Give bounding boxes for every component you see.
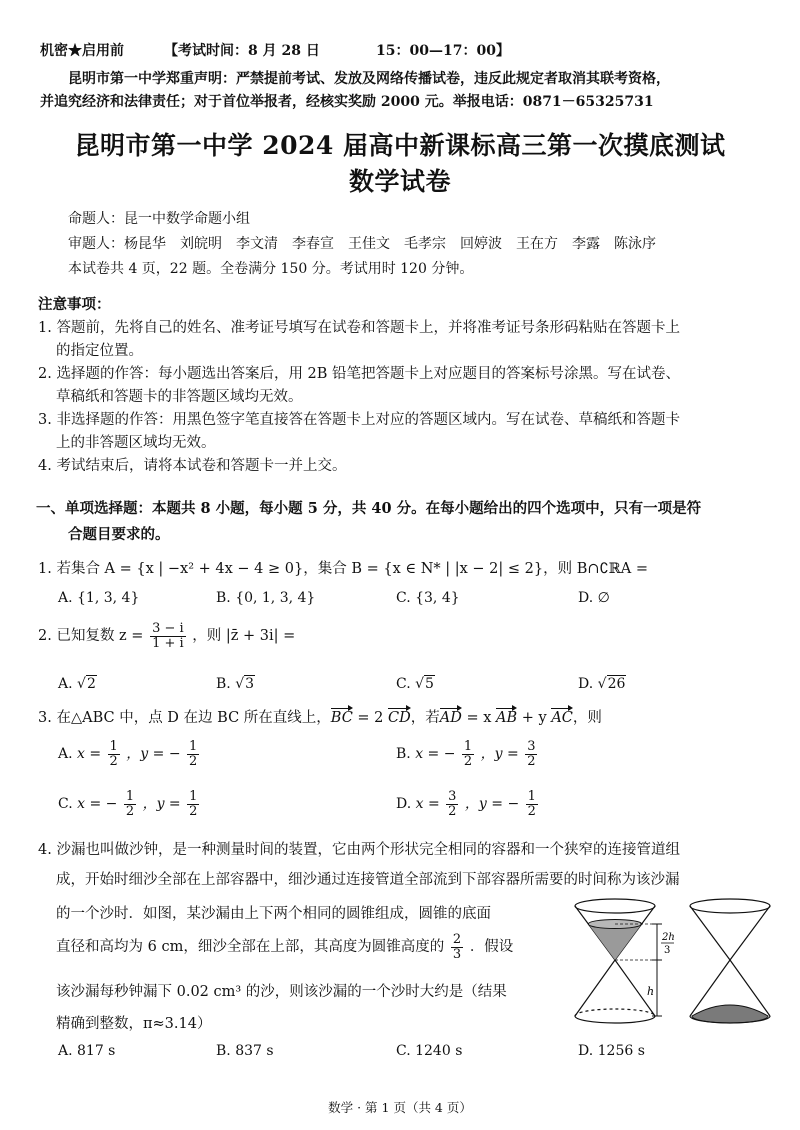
cone-edge: [575, 960, 615, 1016]
sqrt-icon: √2: [77, 676, 96, 692]
q2-b-label: B.: [216, 676, 231, 692]
page-title: 昆明市第一中学 2024 届高中新课标高三第一次摸底测试: [74, 131, 726, 160]
bottom-ellipse-front: [575, 1016, 655, 1023]
q2-c-value: 5: [425, 676, 434, 692]
exam-info-line: 本试卷共 4 页，22 题。全卷满分 150 分。考试用时 120 分钟。: [68, 261, 474, 277]
q2-d-label: D.: [578, 676, 594, 692]
vector-bc: BC: [330, 710, 353, 726]
right-hourglass: [690, 899, 770, 1016]
q1-option-a: A. {1, 3, 4}: [58, 590, 140, 606]
top-ellipse: [690, 899, 770, 913]
sqrt-icon: √5: [415, 676, 434, 692]
q2-fraction: [150, 622, 186, 650]
frac-num: 1: [463, 739, 473, 754]
q3-option-b: [396, 740, 539, 768]
cone-edge: [730, 906, 770, 960]
vector-ad: AD: [439, 710, 462, 726]
q3-plus: + y: [517, 710, 552, 726]
note-2a: 2. 选择题的作答：每小题选出答案后，用 2B 铅笔把答题卡上对应题目的答案标号涂黑。写在试卷、: [38, 366, 681, 382]
page-footer: 数学 · 第 1 页（共 4 页）: [328, 1100, 472, 1115]
q2-d-value: 26: [607, 676, 626, 692]
frac-den: 2: [109, 753, 118, 769]
vector-ab: AB: [496, 710, 518, 726]
vector-ac: AC: [551, 710, 573, 726]
frac-num: 3: [527, 739, 536, 754]
statement-line-1: 昆明市第一中学郑重声明：严禁提前考试、发放及网络传播试卷，违反此规定者取消其联考资格，: [68, 71, 670, 87]
q2-option-d: [578, 676, 626, 692]
q3-a-x: x =: [77, 746, 102, 763]
q3-b-x: x = −: [415, 746, 456, 763]
q4-line-1: 4. 沙漏也叫做沙钟，是一种测量时间的装置，它由两个形状完全相同的容器和一个狭窄的连接管道组: [38, 842, 680, 858]
frac-den: 2: [463, 753, 473, 769]
frac-den: 2: [189, 753, 198, 769]
frac-den: 2: [527, 753, 536, 769]
frac-den: 2: [527, 803, 536, 819]
notes-heading: 注意事项：: [38, 296, 111, 313]
q1-option-d: D. ∅: [578, 590, 610, 606]
q3-d-label: D.: [396, 796, 412, 813]
frac-num: 1: [189, 789, 198, 804]
reviewers-line: 审题人：杨昆华 刘皖明 李文清 李春宣 王佳文 毛孝宗 回婷波 王在方 李露 陈泳序: [68, 236, 656, 252]
q2-c-label: C.: [396, 676, 411, 692]
vector-cd: CD: [388, 710, 411, 726]
q2-frac-num: 3 − i: [152, 621, 184, 636]
q4-line-3: 的一个沙时．如图，某沙漏由上下两个相同的圆锥组成，圆锥的底面: [56, 906, 491, 922]
q1-option-b: B. {0, 1, 3, 4}: [216, 590, 316, 606]
q3-c-x: x = −: [77, 796, 118, 813]
q3-d-yfrac: [526, 790, 538, 818]
left-hourglass: [575, 899, 655, 1023]
note-3a: 3. 非选择题的作答：用黑色签字笔直接答在答题卡上对应的答题区域内。写在试卷、草稿纸和答题卡: [38, 412, 680, 428]
q4-option-d: D. 1256 s: [578, 1043, 645, 1059]
q3-b-yfrac: [525, 740, 537, 768]
note-2b: 草稿纸和答题卡的非答题区域均无效。: [56, 389, 303, 405]
frac-num: 3: [448, 789, 457, 804]
q4-option-a: A. 817 s: [58, 1043, 116, 1059]
q4-l4-suffix: ．假设: [469, 939, 514, 956]
note-3b: 上的非答题区域均无效。: [56, 435, 216, 451]
sand-pile: [692, 1005, 768, 1023]
q3-a-xfrac: [108, 740, 120, 768]
q3-d-xfrac: [446, 790, 458, 818]
section-heading-line-2: 合题目要求的。: [68, 526, 170, 543]
q4-l4-prefix: 直径和高均为 6 cm，细沙全部在上部，其高度为圆锥高度的: [56, 939, 445, 956]
q2-option-c: [396, 676, 435, 692]
q2-frac-den: 1 + i: [152, 635, 184, 651]
frac-num: 1: [125, 789, 135, 804]
bottom-ellipse-back: [575, 1009, 655, 1016]
q2-stem: [38, 622, 295, 650]
note-1a: 1. 答题前，先将自己的姓名、准考证号填写在试卷和答题卡上，并将准考证号条形码粘贴在答题卡上: [38, 320, 680, 336]
q2-suffix: ，则 |z̄ + 3i| =: [192, 628, 296, 645]
frac-den: 2: [448, 803, 457, 819]
q4-line-2: 成，开始时细沙全部在上部容器中，细沙通过连接管道全部流到下部容器所需要的时间称为该沙漏: [56, 872, 680, 888]
q4-fraction: [451, 933, 463, 961]
q3-b-label: B.: [396, 746, 411, 763]
frac-num: 1: [527, 789, 536, 804]
section-heading-line-1: 一、单项选择题：本题共 8 小题，每小题 5 分，共 40 分。在每小题给出的四个选项中，只有一项是符: [36, 500, 702, 517]
q2-a-label: A.: [58, 676, 73, 692]
q3-eq2: = x: [461, 710, 497, 726]
q3-option-c: [58, 790, 201, 818]
frac-num: 1: [189, 739, 198, 754]
q3-end: ，则: [572, 710, 602, 726]
q1-stem: 1. 若集合 A = {x | −x² + 4x − 4 ≥ 0}，集合 B = {x ∈ N* | |x − 2| ≤ 2}，则 B∩∁ℝA =: [38, 561, 649, 577]
cone-edge: [690, 906, 730, 960]
label-3: 3: [664, 945, 671, 956]
q4-option-c: C. 1240 s: [396, 1043, 463, 1059]
q3-a-yfrac: [187, 740, 199, 768]
frac-num: 1: [109, 739, 118, 754]
q3-c-yfrac: [187, 790, 199, 818]
q2-option-a: [58, 676, 97, 692]
top-ellipse: [575, 899, 655, 913]
q3-c-label: C.: [58, 796, 73, 813]
page-subtitle: 数学试卷: [348, 167, 451, 196]
statement-line-2: 并追究经济和法律责任；对于首位举报者，经核实奖励 2000 元。举报电话：0871－65325731: [40, 94, 654, 110]
q2-a-value: 2: [86, 676, 96, 692]
sand-fill: [588, 924, 641, 960]
frac-den: 2: [189, 803, 198, 819]
q3-b-xfrac: [462, 740, 474, 768]
q4-option-b: B. 837 s: [216, 1043, 274, 1059]
note-1b: 的指定位置。: [56, 343, 143, 359]
q4-line-6: 精确到整数，π≈3.14）: [56, 1016, 212, 1032]
frac-den: 3: [452, 946, 462, 962]
author-line: 命题人：昆一中数学命题小组: [68, 211, 250, 227]
frac-num: 2: [452, 932, 462, 947]
frac-den: 2: [125, 803, 135, 819]
q3-eq1: = 2: [352, 710, 389, 726]
q3-mid: ，若: [410, 710, 440, 726]
q2-prefix: 2. 已知复数 z =: [38, 628, 144, 645]
q3-c-y: ，y =: [142, 796, 181, 813]
note-4: 4. 考试结束后，请将本试卷和答题卡一并上交。: [38, 458, 347, 474]
q3-b-y: ，y =: [480, 746, 519, 763]
dimension-marks: [652, 924, 662, 1016]
confidential-label: 机密★启用前: [40, 43, 124, 59]
q3-a-label: A.: [58, 746, 73, 763]
hourglass-figure: [570, 892, 780, 1037]
exam-time: 【考试时间：8 月 28 日: [164, 43, 320, 59]
q3-option-d: [396, 790, 540, 818]
q3-option-a: [58, 740, 201, 768]
q3-d-y: ，y = −: [464, 796, 520, 813]
q3-stem: [38, 706, 602, 727]
label-2h: 2h: [662, 932, 675, 943]
q3-a-y: ，y = −: [126, 746, 181, 763]
q1-option-c: C. {3, 4}: [396, 590, 460, 606]
q2-b-value: 3: [245, 676, 255, 692]
q4-line-4: [56, 933, 513, 961]
sqrt-icon: √26: [597, 676, 626, 692]
q4-line-5: 该沙漏每秒钟漏下 0.02 cm³ 的沙，则该沙漏的一个沙时大约是（结果: [56, 984, 507, 1000]
sqrt-icon: √3: [235, 676, 255, 692]
q3-prefix: 3. 在△ABC 中，点 D 在边 BC 所在直线上，: [38, 710, 331, 726]
q3-c-xfrac: [124, 790, 136, 818]
q3-d-x: x =: [415, 796, 440, 813]
q2-option-b: [216, 676, 255, 692]
exam-time-range: 15：00—17：00】: [376, 43, 510, 59]
label-h: h: [647, 985, 655, 998]
